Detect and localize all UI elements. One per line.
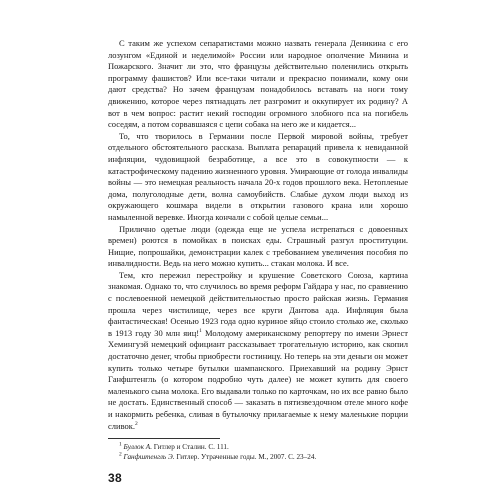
footnote-mark: 2 bbox=[119, 451, 122, 458]
paragraph: Прилично одетые люди (одежда еще не успела истрепаться с довоенных времен) роются в помойках в поисках еды. Страшный разгул проституции. Нищие, попрошайки, демонстрации калек с требованием увеличения пособия по инвалидности. Ведь на него можно купить... стакан молока. И все. bbox=[108, 223, 408, 269]
paragraph: С таким же успехом сепаратистами можно назвать генерала Деникина с его лозунгом «Единой и неделимой» России или народное ополчение Минина и Пожарского. Значит ли это, что французы действительно поленились открыть программу фашистов? Или все-таки читали и прекрасно понимали, кому они дают средства? Но зачем французам понадобилось вставать на ноги тому движению, которое через пятнадцать лет разгромит и оккупирует их родину? А вот в чем вопрос: растит некий господин огромного злобного пса на погибель соседям, а потом сорвавшаяся с цепи собака на него же и кидается... bbox=[108, 38, 408, 130]
paragraph-with-footnotes bbox=[108, 270, 408, 432]
footnote bbox=[108, 443, 408, 453]
paragraph-part: Молодому американскому репортеру по имени Эрнест Хемингуэй немецкий официант рассказывает трогательную историю, как скопил достаточно денег, чтобы приобрести гостиницу. Но теперь на эти деньги он может купить только четыре бутылки шампанского. Приехавший на родину Эрнст Ганфштенгль (о котором подробно чуть далее) не может купить для своего маленького сына молока. Его выдавали только по карточкам, но их все равно было не достать. Единственный способ — заказать в пятизвездочном отеле много кофе и накормить ребенка, сливая в бутылочку прилагаемые к нему маленькие порции сливок. bbox=[108, 327, 408, 431]
footnote-ref: 1 bbox=[199, 328, 202, 335]
page-number: 38 bbox=[108, 471, 122, 485]
footnote-author: Ганфштенгль Э. bbox=[123, 452, 175, 461]
footnote-ref: 2 bbox=[135, 420, 138, 427]
footnote-divider bbox=[108, 438, 220, 439]
footnote-text: Гитлер и Сталин. С. 111. bbox=[153, 443, 229, 452]
footnote-text: Гитлер. Утраченные годы. М., 2007. С. 23–24. bbox=[176, 452, 317, 461]
footnote-mark: 1 bbox=[119, 441, 122, 448]
paragraph: То, что творилось в Германии после Первой мировой войны, требует отдельного обстоятельного рассказа. Выплата репараций привела к невиданной инфляции, чудовищной безработице, а все это в совокупности — к катастрофическому падению жизненного уровня. Умирающие от голода инвалиды войны — это немецкая реальность начала 20-х годов прошлого века. Нетопленые дома, полуголодные дети, волна самоубийств. Слабые духом люди выход из окружающего кошмара видели в открытии газового крана или хорошо намыленной веревке. Иногда кончали с собой целые семьи... bbox=[108, 130, 408, 222]
footnote bbox=[108, 453, 408, 463]
paragraph-part: Тем, кто пережил перестройку и крушение Советского Союза, картина знакомая. Однако то, что случилось во время реформ Гайдара у нас, по сравнению с послевоенной немецкой действительностью просто райская жизнь. Германия прошла через чистилище, через все круги Дантова ада. Инфляция была фантастическая! Осенью 1923 года одно куриное яйцо стоило столько же, сколько в 1913 году 30 млн яиц! bbox=[108, 269, 408, 338]
footnote-author: Буллок А. bbox=[123, 443, 152, 452]
book-page bbox=[108, 38, 408, 463]
